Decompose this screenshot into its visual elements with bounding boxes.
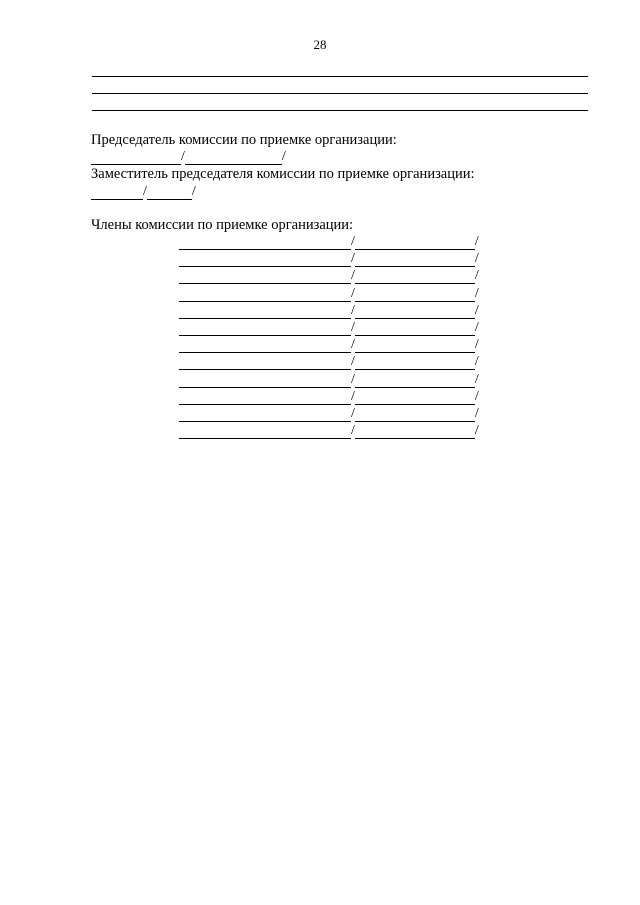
members-signature-list bbox=[179, 232, 479, 438]
member-separator: / bbox=[351, 388, 355, 404]
chairman-separator: / bbox=[181, 149, 185, 164]
member-signature-row bbox=[179, 370, 479, 387]
chairman-title: Председатель комиссии по приемке организации: bbox=[91, 132, 397, 148]
member-signature-field[interactable] bbox=[179, 423, 351, 439]
member-separator: / bbox=[351, 234, 355, 249]
member-end-slash: / bbox=[474, 354, 479, 370]
deputy-separator: / bbox=[143, 184, 147, 199]
member-signature-row bbox=[179, 404, 479, 421]
member-signature-field[interactable] bbox=[179, 337, 351, 353]
member-signature-row bbox=[179, 249, 479, 266]
member-separator: / bbox=[351, 285, 355, 301]
member-signature-row bbox=[179, 232, 479, 249]
member-signature-row bbox=[179, 387, 479, 404]
page-number: 28 bbox=[313, 37, 327, 52]
deputy-title: Заместитель председателя комиссии по приемке организации: bbox=[91, 166, 475, 182]
blank-rule-line-1 bbox=[92, 76, 588, 77]
member-signature-field[interactable] bbox=[179, 268, 351, 284]
deputy-name-field[interactable] bbox=[147, 185, 192, 200]
deputy-signature-row bbox=[91, 183, 196, 200]
member-end-slash: / bbox=[474, 371, 479, 387]
member-separator: / bbox=[351, 251, 355, 267]
member-signature-row bbox=[179, 421, 479, 438]
member-signature-field[interactable] bbox=[179, 354, 351, 370]
member-end-slash: / bbox=[474, 302, 479, 318]
member-separator: / bbox=[351, 268, 355, 284]
member-name-field[interactable] bbox=[355, 354, 475, 370]
member-end-slash: / bbox=[474, 268, 479, 284]
member-end-slash: / bbox=[474, 423, 479, 439]
member-separator: / bbox=[351, 337, 355, 353]
member-separator: / bbox=[351, 319, 355, 335]
member-separator: / bbox=[351, 302, 355, 318]
member-name-field[interactable] bbox=[355, 251, 475, 267]
member-name-field[interactable] bbox=[355, 286, 475, 302]
member-signature-field[interactable] bbox=[179, 372, 351, 388]
member-name-field[interactable] bbox=[355, 389, 475, 405]
member-signature-field[interactable] bbox=[179, 303, 351, 319]
members-title: Члены комиссии по приемке организации: bbox=[91, 217, 354, 233]
member-name-field[interactable] bbox=[355, 423, 475, 439]
deputy-end-slash: / bbox=[191, 184, 196, 199]
member-name-field[interactable] bbox=[355, 337, 475, 353]
member-signature-row bbox=[179, 301, 479, 318]
member-signature-row bbox=[179, 318, 479, 335]
member-signature-field[interactable] bbox=[179, 251, 351, 267]
member-separator: / bbox=[351, 423, 355, 439]
member-end-slash: / bbox=[474, 285, 479, 301]
member-end-slash: / bbox=[474, 234, 479, 249]
member-name-field[interactable] bbox=[355, 372, 475, 388]
member-end-slash: / bbox=[474, 251, 479, 267]
blank-rule-line-2 bbox=[92, 93, 588, 94]
member-signature-field[interactable] bbox=[179, 234, 351, 250]
member-separator: / bbox=[351, 405, 355, 421]
member-separator: / bbox=[351, 371, 355, 387]
member-name-field[interactable] bbox=[355, 406, 475, 422]
member-separator: / bbox=[351, 354, 355, 370]
chairman-signature-field[interactable] bbox=[91, 150, 181, 165]
member-end-slash: / bbox=[474, 319, 479, 335]
member-signature-field[interactable] bbox=[179, 320, 351, 336]
member-name-field[interactable] bbox=[355, 320, 475, 336]
deputy-signature-field[interactable] bbox=[91, 185, 143, 200]
blank-rule-line-3 bbox=[92, 110, 588, 111]
chairman-end-slash: / bbox=[281, 149, 286, 164]
member-name-field[interactable] bbox=[355, 303, 475, 319]
member-signature-row bbox=[179, 352, 479, 369]
member-name-field[interactable] bbox=[355, 268, 475, 284]
member-signature-row bbox=[179, 335, 479, 352]
member-signature-field[interactable] bbox=[179, 389, 351, 405]
chairman-name-field[interactable] bbox=[185, 150, 282, 165]
member-end-slash: / bbox=[474, 405, 479, 421]
member-end-slash: / bbox=[474, 388, 479, 404]
member-signature-row bbox=[179, 266, 479, 283]
member-signature-row bbox=[179, 284, 479, 301]
chairman-signature-row bbox=[91, 148, 286, 165]
member-end-slash: / bbox=[474, 337, 479, 353]
member-signature-field[interactable] bbox=[179, 406, 351, 422]
member-signature-field[interactable] bbox=[179, 286, 351, 302]
member-name-field[interactable] bbox=[355, 234, 475, 250]
